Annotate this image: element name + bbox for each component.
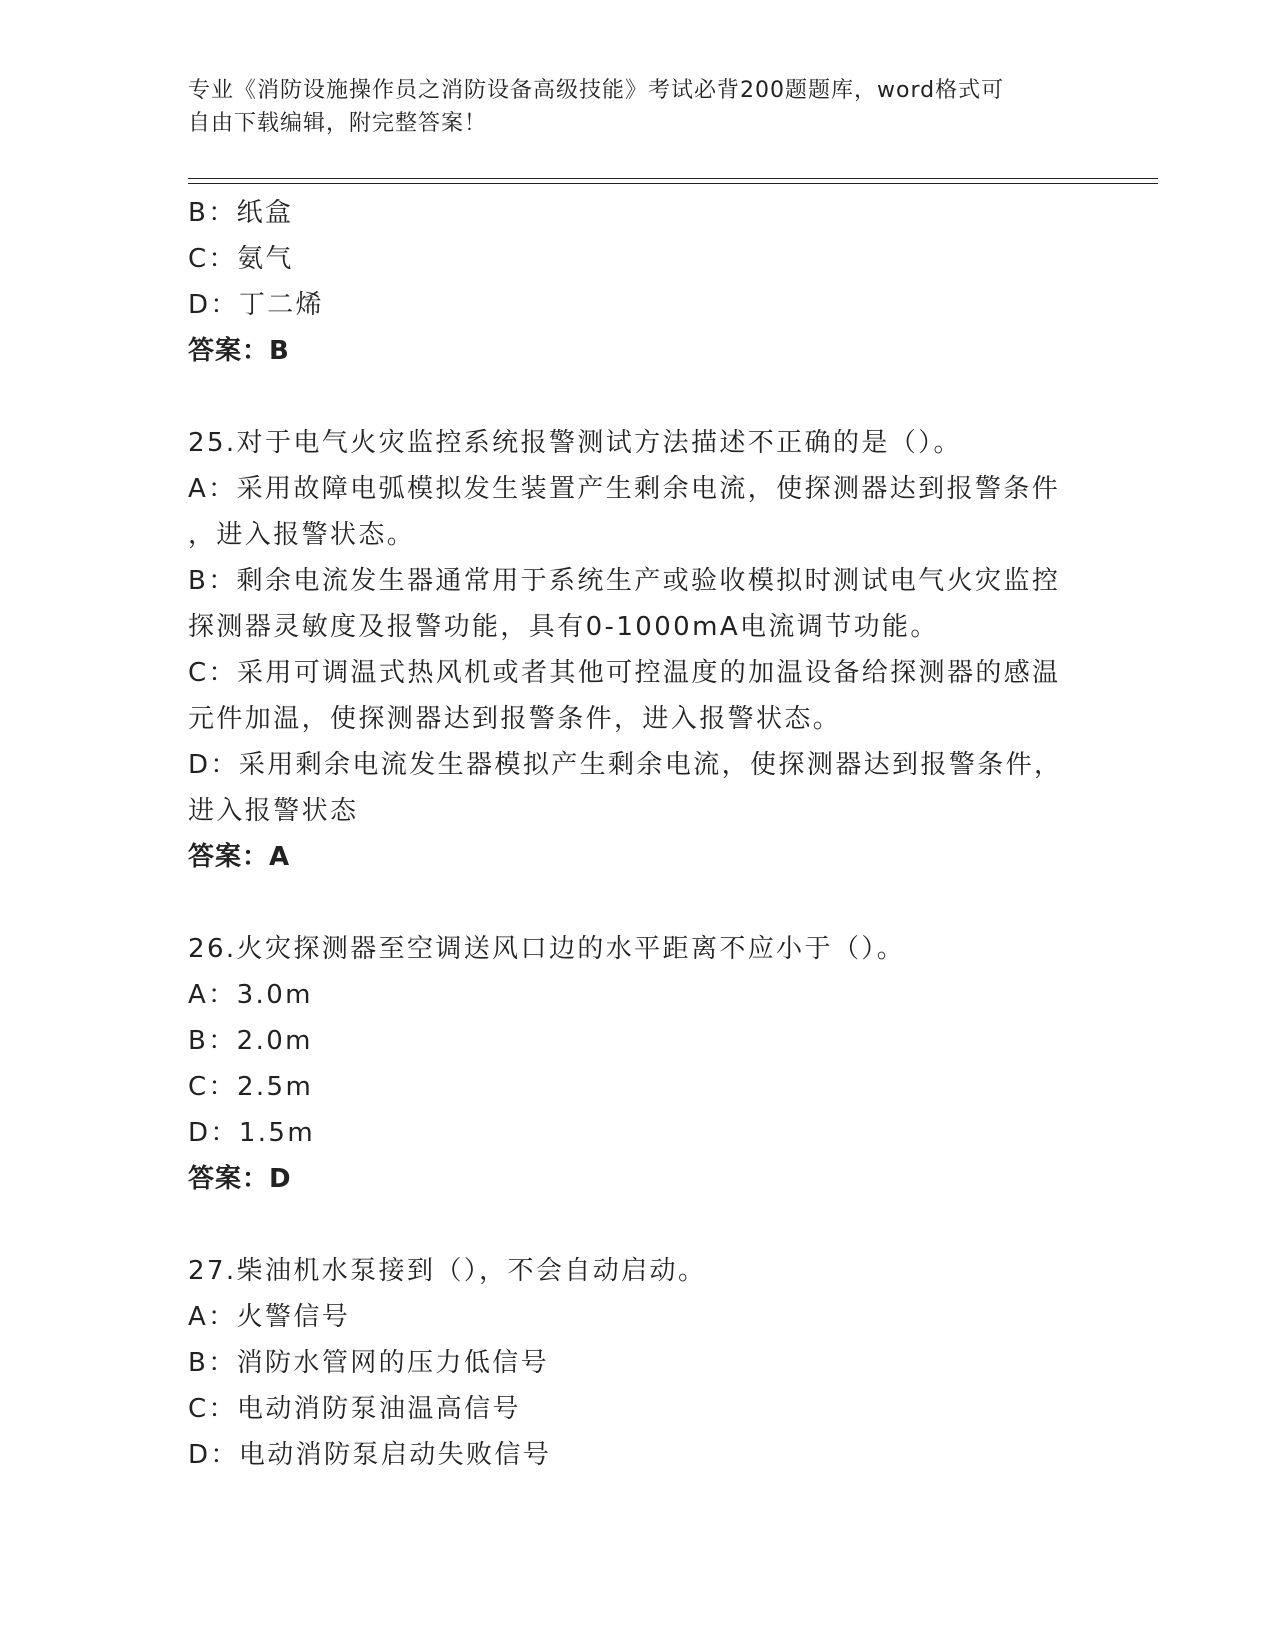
- option-d-line-2: 进入报警状态: [188, 796, 359, 826]
- question-text: 27.柴油机水泵接到（），不会自动启动。: [188, 1256, 707, 1286]
- option-b: B：2.0m: [188, 1026, 313, 1056]
- option-d: D：1.5m: [188, 1118, 316, 1148]
- question-list: [188, 190, 1088, 1478]
- option-b: B：消防水管网的压力低信号: [188, 1348, 550, 1378]
- option-b-line-2: 探测器灵敏度及报警功能，具有0-1000mA电流调节功能。: [188, 612, 939, 642]
- option-a-line-1: A：采用故障电弧模拟发生装置产生剩余电流，使探测器达到报警条件: [188, 474, 1061, 504]
- answer: 答案：D: [188, 1164, 292, 1194]
- spacer: [188, 880, 1088, 926]
- answer: 答案：A: [188, 842, 291, 872]
- question-24-continued: [188, 190, 1088, 374]
- question-25: [188, 420, 1088, 880]
- header-divider-top: [188, 178, 1158, 179]
- question-text: 25.对于电气火灾监控系统报警测试方法描述不正确的是（）。: [188, 428, 962, 458]
- option-a: A：火警信号: [188, 1302, 351, 1332]
- question-26: [188, 926, 1088, 1202]
- header-divider-bottom: [188, 183, 1158, 184]
- option-c: C：氨气: [188, 244, 294, 274]
- option-b-line-1: B：剩余电流发生器通常用于系统生产或验收模拟时测试电气火灾监控: [188, 566, 1061, 596]
- option-c-line-1: C：采用可调温式热风机或者其他可控温度的加温设备给探测器的感温: [188, 658, 1061, 688]
- option-c: C：2.5m: [188, 1072, 314, 1102]
- spacer: [188, 1202, 1088, 1248]
- page-header: [188, 74, 1088, 140]
- option-a: A：3.0m: [188, 980, 313, 1010]
- option-d: D：丁二烯: [188, 290, 325, 320]
- spacer: [188, 374, 1088, 420]
- question-text: 26.火灾探测器至空调送风口边的水平距离不应小于（）。: [188, 934, 906, 964]
- option-a-line-2: ，进入报警状态。: [188, 520, 416, 550]
- question-27: [188, 1248, 1088, 1478]
- option-d: D：电动消防泵启动失败信号: [188, 1440, 552, 1470]
- header-line-1: 专业《消防设施操作员之消防设备高级技能》考试必背200题题库，word格式可: [188, 78, 1005, 103]
- header-line-2: 自由下载编辑，附完整答案！: [188, 111, 488, 136]
- option-d-line-1: D：采用剩余电流发生器模拟产生剩余电流，使探测器达到报警条件，: [188, 750, 1063, 780]
- option-c: C：电动消防泵油温高信号: [188, 1394, 521, 1424]
- option-c-line-2: 元件加温，使探测器达到报警条件，进入报警状态。: [188, 704, 842, 734]
- option-b: B：纸盒: [188, 198, 294, 228]
- answer: 答案：B: [188, 336, 290, 366]
